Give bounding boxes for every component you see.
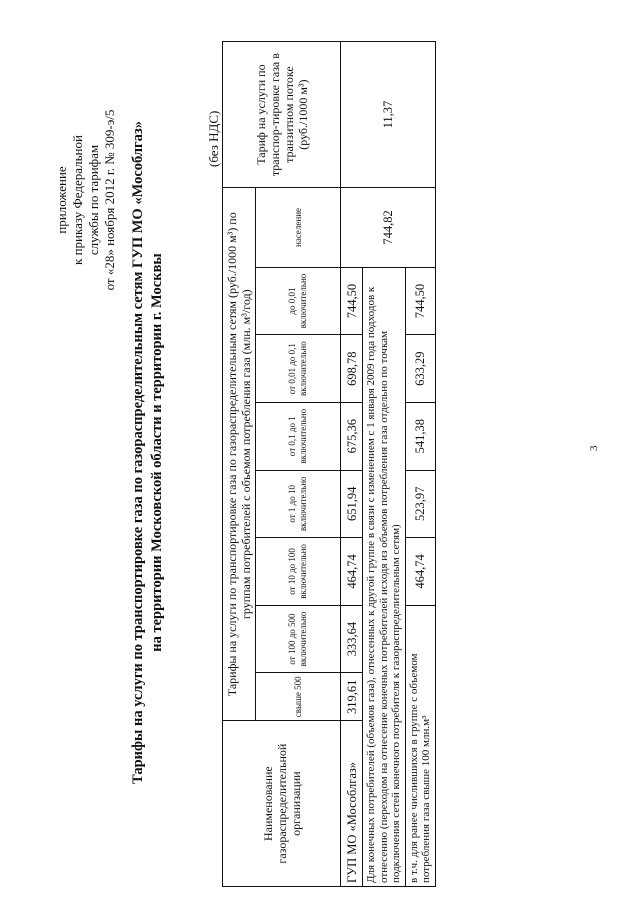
document-header [54, 70, 118, 330]
value-cell: 523,97 [405, 470, 435, 538]
table-row [341, 42, 363, 887]
transit-value: 11,37 [341, 42, 436, 188]
vat-note: (без НДС) [206, 110, 221, 167]
org-name: ГУП МО «Мособлгаз» [341, 721, 363, 887]
value-cell: 698,78 [341, 335, 363, 403]
value-cell: 633,29 [405, 335, 435, 403]
page-title: Тарифы на услуги по транспортировке газа по газораспределительным сетям ГУП МО «Мособлгаз» [130, 121, 146, 784]
subheader-cell: от 10 до 100 включительно [256, 538, 341, 606]
header-line: к приказу Федеральной [70, 135, 85, 265]
header-org: Наименование газораспределительной организации [223, 721, 341, 887]
subheader-cell: от 0,01 до 0,1 включительно [256, 335, 341, 403]
value-cell: 651,94 [341, 470, 363, 538]
page-number: 3 [588, 445, 600, 451]
note-text: Для конечных потребителей (объемов газа), отнесенных к другой группе в связи с изменением с 1 января 2009 года подходов к отнесению (переходом на отнесение конечных потребителей исходя из объемов потребления газа отдельно по точкам подключения сетей конечного потребителя к газораспределительным сетям) [363, 267, 406, 886]
page-subtitle: на территории Московской области и территории г. Москвы [149, 253, 165, 652]
value-cell: 541,38 [405, 402, 435, 470]
table-header-row [223, 42, 256, 887]
value-cell: 675,36 [341, 402, 363, 470]
value-cell: 319,61 [341, 673, 363, 721]
value-cell: 333,64 [341, 605, 363, 673]
subheader-cell: свыше 500 [256, 673, 341, 721]
header-transit: Тариф на услуги по транспор-тировке газа в транзитном потоке (руб./1000 м³) [223, 42, 341, 188]
value-cell: 744,50 [405, 267, 435, 335]
subheader-cell: до 0,01 включительно [256, 267, 341, 335]
header-group: Тарифы на услуги по транспортировке газа по газораспределительным сетям (руб./1000 м³) по группам потребителей с объемом потребления газа (млн. м³/год) [223, 188, 256, 721]
tariff-table [222, 41, 436, 887]
subheader-cell: от 1 до 10 включительно [256, 470, 341, 538]
note-subgroup-text: в т.ч. для ранее числившихся в группе с объемом потребления газа свыше 100 млн.м³ [405, 605, 435, 886]
subheader-cell: население [256, 188, 341, 268]
header-line: службы по тарифам [86, 144, 101, 256]
header-line: приложение [54, 166, 69, 234]
header-line: от «28» ноября 2012 г. № 309-э/5 [102, 109, 117, 291]
subheader-cell: от 0,1 до 1 включительно [256, 402, 341, 470]
value-cell: 464,74 [405, 538, 435, 606]
population-value: 744,82 [341, 188, 436, 268]
subheader-cell: от 100 до 500 включительно [256, 605, 341, 673]
value-cell: 464,74 [341, 538, 363, 606]
value-cell: 744,50 [341, 267, 363, 335]
